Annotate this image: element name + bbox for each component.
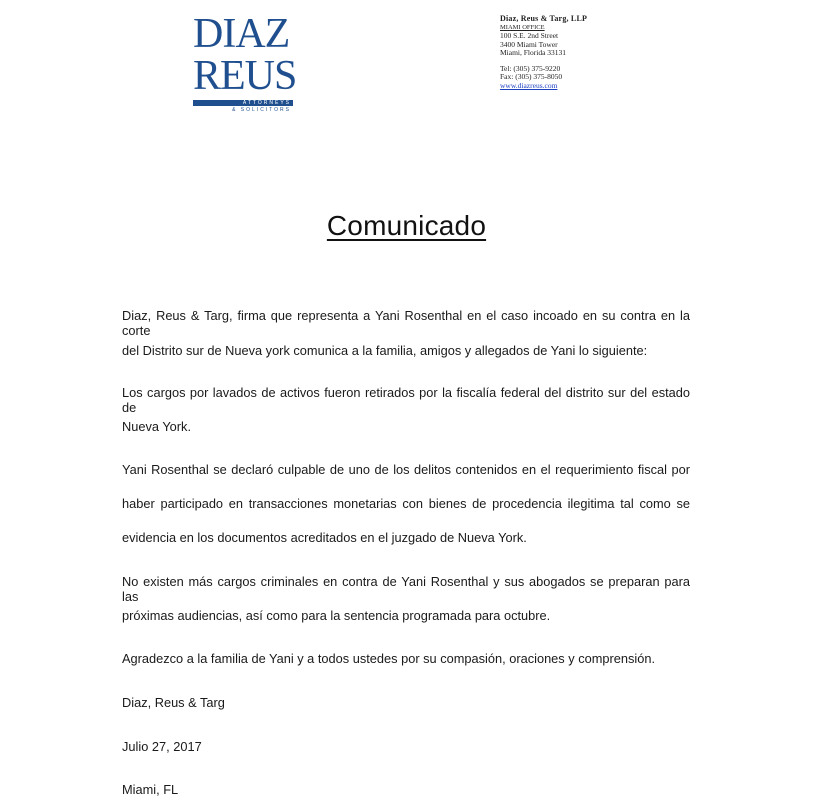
letterhead-office: MIAMI OFFICE	[500, 23, 545, 31]
letterhead-website-link[interactable]: www.diazreus.com	[500, 80, 558, 90]
paragraph-4-line-2: próximas audiencias, así como para la sentencia programada para octubre.	[122, 608, 551, 623]
signature-place: Miami, FL	[122, 782, 179, 797]
letterhead-city: Miami, Florida 33131	[500, 48, 567, 57]
logo-tagline-attorneys: ATTORNEYS	[193, 100, 293, 106]
letterhead-fax: Fax: (305) 375-8050	[500, 72, 563, 81]
document-title: Comunicado	[326, 210, 487, 241]
paragraph-2-line-2: Nueva York.	[122, 419, 192, 434]
letterhead-tel: Tel: (305) 375-9220	[500, 63, 561, 73]
paragraph-4-line-1: No existen más cargos criminales en contra de Yani Rosenthal y sus abogados se preparan para las	[122, 574, 690, 604]
letterhead-tower: 3400 Miami Tower	[500, 39, 558, 49]
paragraph-5-line-1: Agradezco a la familia de Yani y a todos ustedes por su compasión, oraciones y comprensión.	[122, 651, 656, 666]
letterhead-street: 100 S.E. 2nd Street	[500, 31, 559, 40]
logo-tagline-solicitors: & SOLICITORS	[193, 107, 293, 113]
letterhead-firm-name: Diaz, Reus & Targ, LLP	[500, 14, 588, 23]
paragraph-3-line-2: haber participado en transacciones monetarias con bienes de procedencia ilegitima tal como se	[122, 496, 690, 511]
firm-logo	[193, 11, 297, 113]
signature-date: Julio 27, 2017	[122, 739, 202, 754]
signature-name: Diaz, Reus & Targ	[122, 695, 225, 710]
paragraph-3-line-1: Yani Rosenthal se declaró culpable de uno de los delitos contenidos en el requerimiento fiscal por	[122, 462, 690, 477]
paragraph-1-line-1: Diaz, Reus & Targ, firma que representa a Yani Rosenthal en el caso incoado en su contra en la corte	[122, 308, 690, 338]
logo-word-diaz: DIAZ	[193, 11, 290, 57]
logo-word-reus: REUS	[193, 53, 297, 99]
paragraph-3-line-3: evidencia en los documentos acreditados en el juzgado de Nueva York.	[122, 530, 527, 545]
letterhead-address-block	[500, 15, 587, 90]
paragraph-1-line-2: del Distrito sur de Nueva york comunica a la familia, amigos y allegados de Yani lo siguiente:	[122, 343, 648, 358]
paragraph-2-line-1: Los cargos por lavados de activos fueron retirados por la fiscalía federal del distrito sur del estado de	[122, 385, 690, 415]
